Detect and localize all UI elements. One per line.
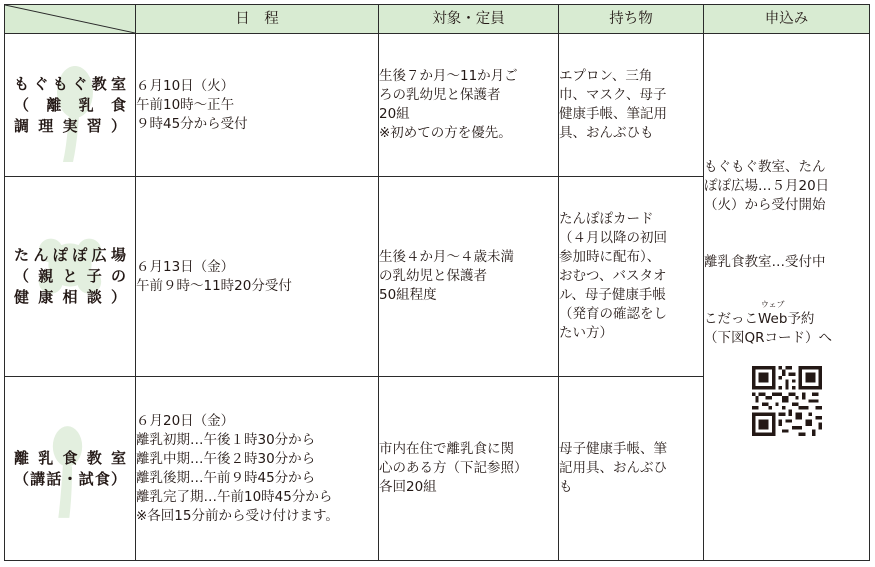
header-schedule: 日 程 bbox=[136, 5, 379, 34]
target-line: 20組 bbox=[379, 106, 410, 122]
header-apply: 申込み bbox=[704, 5, 870, 34]
event-name-line: もぐもぐ教室 bbox=[14, 74, 126, 93]
target-line: の乳幼児と保護者 bbox=[379, 268, 487, 284]
event-name-line: たんぽぽ広場 bbox=[14, 246, 126, 264]
apply-web-line: こだっこ ウェブ Web予約 bbox=[704, 300, 815, 327]
apply-line: （下図QRコード）へ bbox=[704, 330, 833, 346]
items-line: たんぽぽカード bbox=[559, 211, 654, 227]
corner-cell bbox=[5, 5, 136, 34]
target-line: 各回20組 bbox=[379, 479, 437, 495]
qr-code-icon[interactable] bbox=[752, 366, 822, 436]
items-line: 具、おんぶひも bbox=[559, 125, 654, 141]
event-name-cell bbox=[5, 34, 136, 177]
event-name-line: （親と子の bbox=[14, 267, 126, 285]
date-line: ６月13日（金） bbox=[136, 258, 235, 275]
event-name-line: 健康相談） bbox=[14, 288, 126, 306]
date-cell bbox=[136, 377, 379, 561]
items-line: エプロン、三角 bbox=[559, 68, 653, 84]
items-line: たい方） bbox=[559, 325, 613, 341]
header-target: 対象・定員 bbox=[379, 5, 559, 34]
items-cell bbox=[559, 177, 704, 377]
items-line: 参加時に配布）、 bbox=[559, 249, 661, 265]
table-row bbox=[5, 34, 870, 177]
event-name-cell bbox=[5, 177, 136, 377]
date-line: ９時45分から受付 bbox=[136, 115, 248, 132]
header-row bbox=[5, 5, 870, 34]
items-line: ル、母子健康手帳 bbox=[559, 287, 666, 303]
web-ruby: ウェブ Web bbox=[758, 300, 788, 327]
date-line: 午前９時～11時20分受付 bbox=[136, 277, 292, 294]
date-line: 午前10時～正午 bbox=[136, 96, 235, 113]
target-line: 心のある方（下記参照） bbox=[379, 460, 528, 476]
items-line: （発育の確認をし bbox=[559, 306, 667, 322]
date-line: ６月20日（金） bbox=[136, 412, 235, 429]
items-line: 巾、マスク、母子 bbox=[559, 87, 667, 103]
date-line: 離乳初期…午後１時30分から bbox=[136, 431, 316, 448]
target-line: ※初めての方を優先。 bbox=[379, 125, 512, 141]
target-cell bbox=[379, 377, 559, 561]
event-name-line: 調理実習） bbox=[14, 116, 126, 135]
apply-line: ぽぽ広場…５月20日 bbox=[704, 178, 830, 194]
event-name-line: （離乳食 bbox=[14, 95, 126, 114]
items-line: おむつ、バスタオ bbox=[559, 268, 667, 284]
target-cell bbox=[379, 34, 559, 177]
items-line: 健康手帳、筆記用 bbox=[559, 106, 667, 122]
target-line: 生後７か月～11か月ご bbox=[379, 68, 518, 84]
target-line: 市内在住で離乳食に関 bbox=[379, 441, 514, 457]
items-cell bbox=[559, 34, 704, 177]
target-line: ろの乳幼児と保護者 bbox=[379, 87, 501, 103]
apply-line: （火）から受付開始 bbox=[704, 197, 826, 213]
date-line: 離乳中期…午後２時30分から bbox=[136, 450, 316, 467]
items-line: も bbox=[559, 479, 573, 495]
date-line: 離乳完了期…午前10時45分から bbox=[136, 488, 333, 505]
date-cell bbox=[136, 34, 379, 177]
date-line: ※各回15分前から受け付けます。 bbox=[136, 507, 339, 524]
apply-cell bbox=[704, 34, 870, 561]
date-line: ６月10日（火） bbox=[136, 77, 235, 94]
target-line: 生後４か月～４歳未満 bbox=[379, 249, 514, 265]
schedule-table bbox=[4, 4, 870, 561]
apply-line: 離乳食教室…受付中 bbox=[704, 254, 826, 270]
event-name-line: （講話・試食） bbox=[14, 469, 126, 488]
event-name-line: 離乳食教室 bbox=[14, 448, 126, 467]
apply-line: もぐもぐ教室、たん bbox=[704, 159, 826, 175]
date-line: 離乳後期…午前９時45分から bbox=[136, 469, 316, 486]
diagonal-line bbox=[5, 5, 135, 33]
items-line: （４月以降の初回 bbox=[559, 230, 667, 246]
items-line: 記用具、おんぶひ bbox=[559, 460, 667, 476]
event-name-cell bbox=[5, 377, 136, 561]
target-line: 50組程度 bbox=[379, 287, 437, 303]
items-cell bbox=[559, 377, 704, 561]
target-cell bbox=[379, 177, 559, 377]
header-items: 持ち物 bbox=[559, 5, 704, 34]
items-line: 母子健康手帳、筆 bbox=[559, 441, 667, 457]
date-cell bbox=[136, 177, 379, 377]
